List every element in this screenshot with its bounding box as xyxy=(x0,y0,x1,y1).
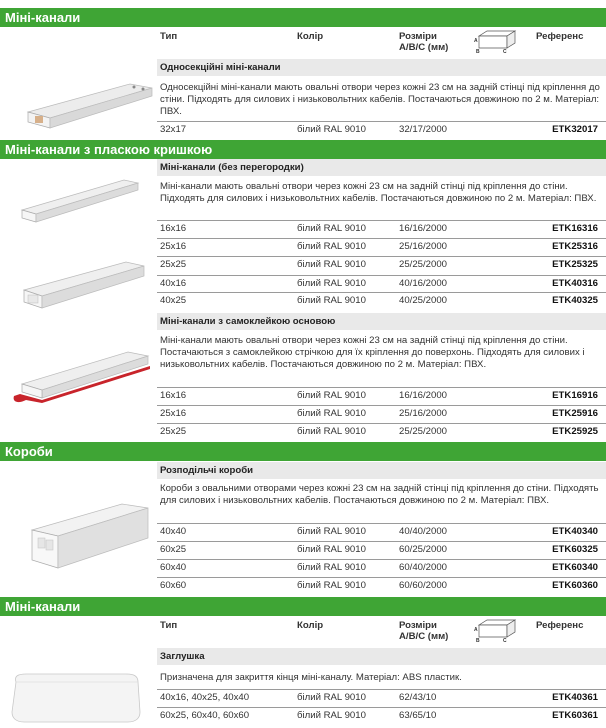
section-header-mini-channels: Міні-канали xyxy=(0,8,606,27)
col-ref: Референс xyxy=(536,620,584,631)
table-row: 40x16, 40x25, 40x40 білий RAL 9010 62/43/10 ETK40361 xyxy=(157,689,606,705)
section-header-boxes: Короби xyxy=(0,442,606,461)
table-row: 40x40 білий RAL 9010 40/40/2000 ETK40340 xyxy=(157,523,606,539)
col-color: Колір xyxy=(297,31,324,42)
col-type: Тип xyxy=(160,31,178,42)
col-dims: Розміри A/B/C (мм) xyxy=(399,31,449,53)
group-title-no-partition: Міні-канали (без перегородки) xyxy=(157,159,606,176)
table-row: 32x17 білий RAL 9010 32/17/2000 ETK32017 xyxy=(157,121,606,137)
svg-text:A: A xyxy=(474,627,478,633)
table-row: 16x16 білий RAL 9010 16/16/2000 ETK16316 xyxy=(157,220,606,236)
table-row: 60x40 білий RAL 9010 60/40/2000 ETK60340 xyxy=(157,559,606,575)
mini-channel-flat-image xyxy=(16,176,151,224)
col-ref: Референс xyxy=(536,31,584,42)
col-dims: Розміри A/B/C (мм) xyxy=(399,620,449,642)
single-mini-channel-image xyxy=(20,78,155,136)
dimension-diagram-icon xyxy=(473,617,517,643)
section-header-mini-channels-2: Міні-канали xyxy=(0,597,606,616)
svg-text:C: C xyxy=(503,49,507,54)
svg-text:B: B xyxy=(476,49,480,54)
col-color: Колір xyxy=(297,620,324,631)
group-title-boxes: Розподільчі короби xyxy=(157,462,606,479)
end-cap-image xyxy=(4,668,154,726)
group-title-single: Односекційні міні-канали xyxy=(157,59,606,76)
table-row: 25x16 білий RAL 9010 25/16/2000 ETK25316 xyxy=(157,238,606,254)
table-row: 25x25 білий RAL 9010 25/25/2000 ETK25925 xyxy=(157,423,606,439)
table-row: 40x25 білий RAL 9010 40/25/2000 ETK40325 xyxy=(157,292,606,308)
table-row: 60x25 білий RAL 9010 60/25/2000 ETK60325 xyxy=(157,541,606,557)
col-type: Тип xyxy=(160,620,178,631)
mini-channel-large-image xyxy=(18,258,153,310)
group-desc-endcap: Призначена для закриття кінця міні-каналу. Матеріал: ABS пластик. xyxy=(160,672,462,683)
group-desc-single: Односекційні міні-канали мають овальні отвори через кожні 23 см на задній стінці під кріплення до стіни. Підходять для силових і низьковольтних кабелів. Постачаються довжиною по 2 м. Матеріал: ПВХ. xyxy=(160,82,600,117)
section-header-flat-cover: Міні-канали з пласкою кришкою xyxy=(0,140,606,159)
table-row: 16x16 білий RAL 9010 16/16/2000 ETK16916 xyxy=(157,387,606,403)
group-title-endcap: Заглушка xyxy=(157,648,606,665)
distribution-box-image xyxy=(26,500,154,575)
svg-text:A: A xyxy=(474,38,478,44)
group-desc-adhesive: Міні-канали мають овальні отвори через кожні 23 см на задній стінці під кріплення до стіни. Постачаються з самоклейкою стрічкою для їх кріплення до поверхонь. Підходять для силових і низьковольтних кабелів. Постачаються довжиною по 2 м. Матеріал: ПВХ. xyxy=(160,335,585,370)
table-row: 60x60 білий RAL 9010 60/60/2000 ETK60360 xyxy=(157,577,606,593)
table-row: 25x16 білий RAL 9010 25/16/2000 ETK25916 xyxy=(157,405,606,421)
table-row: 60x25, 60x40, 60x60 білий RAL 9010 63/65/10 ETK60361 xyxy=(157,707,606,723)
table-row: 25x25 білий RAL 9010 25/25/2000 ETK25325 xyxy=(157,256,606,272)
group-desc-no-partition: Міні-канали мають овальні отвори через кожні 23 см на задній стінці під кріплення до стіни. Підходять для силових і низьковольтних кабелів. Постачаються довжиною по 2 м. Матеріал: ПВХ. xyxy=(160,181,597,204)
table-row: 40x16 білий RAL 9010 40/16/2000 ETK40316 xyxy=(157,275,606,291)
svg-text:B: B xyxy=(476,638,480,643)
group-desc-boxes: Короби з овальними отворами через кожні 23 см на задній стінці під кріплення до стіни. Підходять для силових і низьковольтних кабелів. Постачаються довжиною по 2 м. Матеріал: ПВХ. xyxy=(160,483,599,506)
svg-text:C: C xyxy=(503,638,507,643)
column-headers-1 xyxy=(157,27,606,58)
dimension-diagram-icon xyxy=(473,28,517,54)
group-title-adhesive: Міні-канали з самоклейкою основою xyxy=(157,313,606,330)
column-headers-2 xyxy=(157,616,606,647)
adhesive-mini-channel-image xyxy=(8,340,156,412)
